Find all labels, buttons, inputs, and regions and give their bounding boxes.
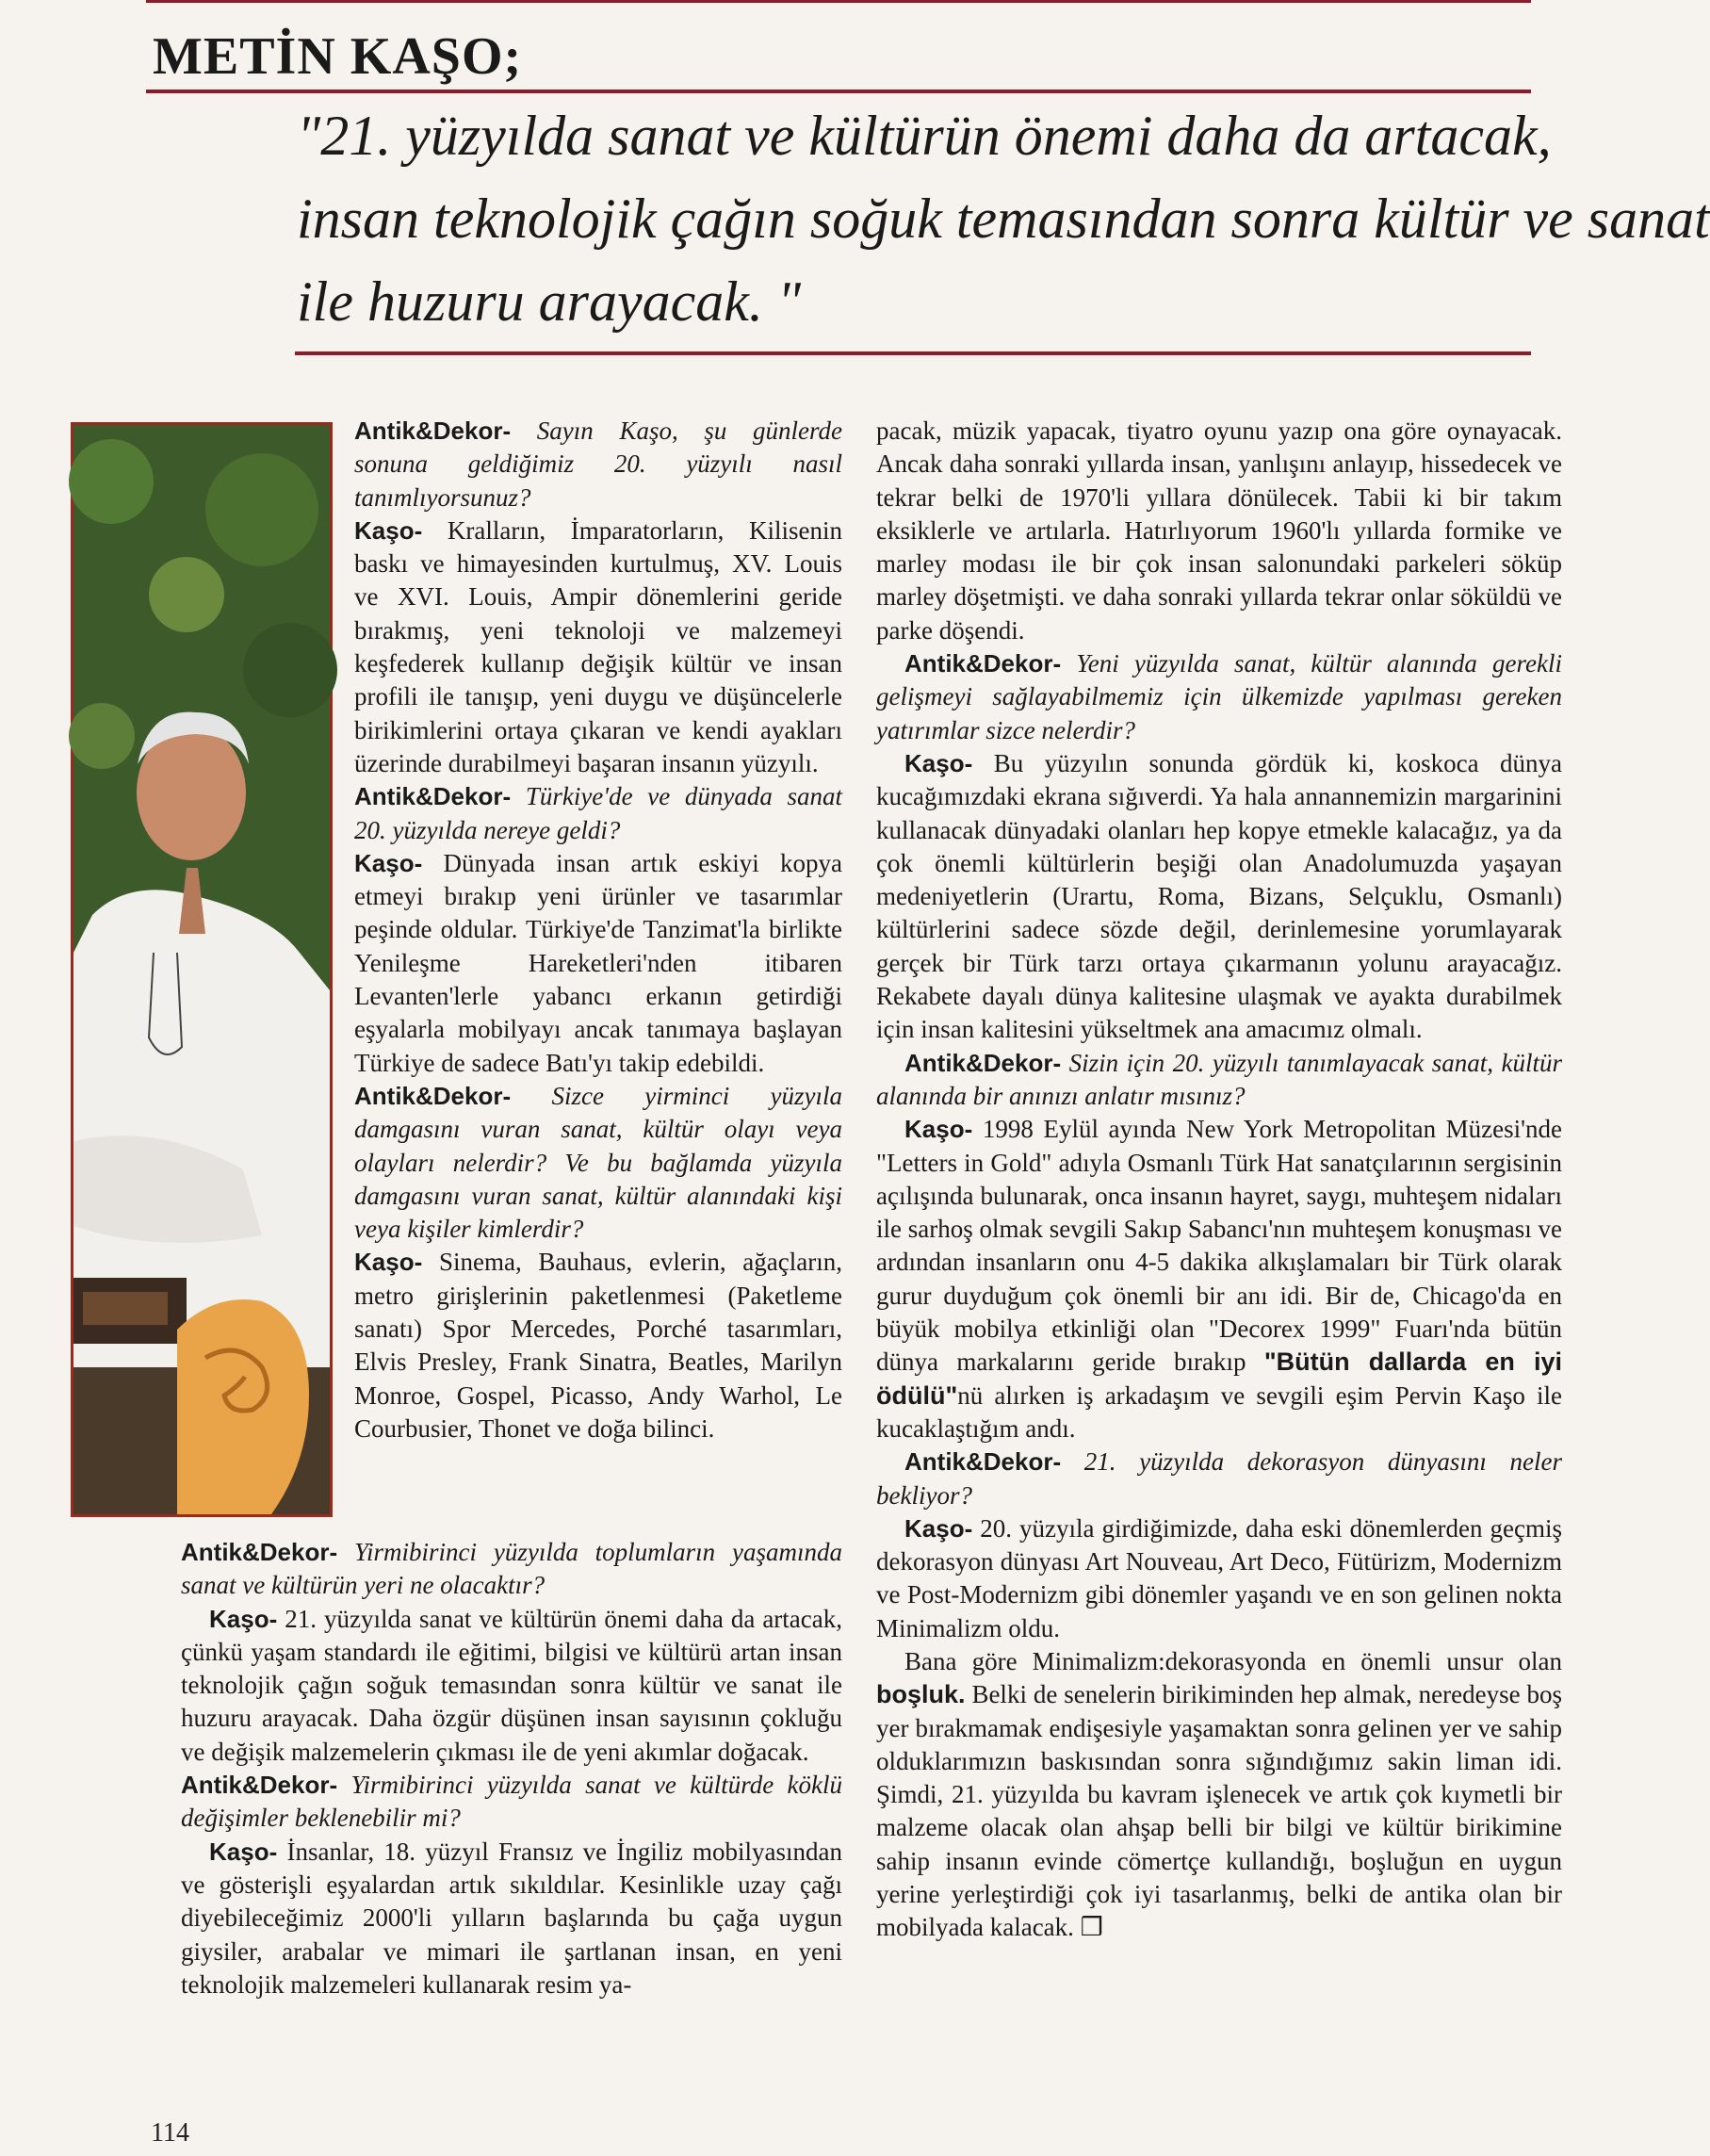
answer-text: 1998 Eylül ayında New York Metropolitan Müzesi'nde "Letters in Gold" adıyla Osmanlı Türk Hat sanatçılarının sergisinin açılışında bulunarak, onca insanın hayret, saygı, muhteşem nidaları ile sarhoş olmak sevgili Sakıp Sabancı'nın muhteşem konuşması ve ardından insanların onu 4-5 dakika alkışlamaları bir Türk olarak gurur duyduğum çok önemli bir anı idi. Bir de, Chicago'da en büyük mobilya etkinliği olan "Decorex 1999" Fuarı'nda bütün dünya markalarını geride bırakıp [876,1115,1562,1377]
question-text: Sayın Kaşo, şu günlerde sonuna geldiğimiz 20. yüzyılı nasıl tanımlıyorsunuz? [354,416,842,512]
answer [181,1836,842,2001]
question-text: Sizce yirminci yüzyıla damgasını vuran sanat, kültür olayı veya olayları nelerdir? Ve bu bağlamda yüzyıla damgasını vuran sanat, kültür alanındaki kişi veya kişiler kimlerdir? [354,1081,843,1244]
question-text: Sizin için 20. yüzyılı tanımlayacak sanat, kültür alanında bir anınızı anlatır mısınız? [876,1048,1563,1110]
portrait-photo [71,422,333,1517]
speaker-label: Kaşo- [354,1248,423,1277]
interviewer-label: Antik&Dekor- [904,1048,1062,1077]
speaker-label: Kaşo- [354,515,423,545]
question [876,1446,1562,1512]
speaker-label: Kaşo- [904,1513,973,1543]
answer-text: Dünyada insan artık eskiyi kopya etmeyi bırakıp yeni ürünler ve tasarımlar peşinde oldular. Türkiye'de Tanzimat'la birlikte Yenileşme Hareketleri'nden itibaren Levanten'lerle yabancı erkanın getirdiği eşyalarla mobilyayı ancak tanımaya başlayan Türkiye de sadece Batı'yı takip edebildi. [354,848,842,1077]
question [354,780,842,847]
speaker-label: Kaşo- [354,848,423,877]
answer-text: İnsanlar, 18. yüzyıl Fransız ve İngiliz mobilyasından ve gösterişli eşyalardan artık sıkıldılar. Kesinlikle uzay çağı diyebileceğimiz 2000'li yılların başlarında bu çağa uygun giysiler, arabalar ve mimari ile şartlanan insan, en yeni teknolojik malzemeleri kullanarak resim ya- [181,1837,843,1999]
question-text: Türkiye'de ve dünyada sanat 20. yüzyılda nereye geldi? [354,782,842,844]
award-name: "Bütün dallarda en iyi ödülü" [876,1348,1562,1410]
question [181,1769,842,1836]
question [354,1080,842,1246]
paragraph-text: Bana göre Minimalizm:dekorasyonda en önemli unsur olan [904,1646,1562,1675]
interviewer-label: Antik&Dekor- [181,1771,338,1800]
top-rule [146,0,1531,3]
answer-text: Sinema, Bauhaus, evlerin, ağaçların, metro girişlerinin paketlenmesi (Paketleme sanatı) Spor Mercedes, Porché tasarımları, Elvis Presley, Frank Sinatra, Beatles, Marilyn Monroe, Gospel, Picasso, Andy Warhol, Le Courbusier, Thonet ve doğa bilinci. [354,1248,842,1443]
pull-quote [297,94,1710,343]
answer [354,514,842,780]
answer-text: Kralların, İmparatorların, Kilisenin baskı ve himayesinden kurtulmuş, XV. Louis ve XVI. Louis, Ampir dönemlerini geride bırakmış, yeni teknoloji ve malzemeyi keşfederek kullanıp değişik kültür ve insan profili ile tanışıp, yeni duygu ve düşüncelerle birikimlerini ortaya çıkaran ve kendi ayakları üzerinde durabilmeyi başaran insanın yüzyılı. [354,515,842,777]
end-mark-icon: ❒ [1080,1913,1103,1942]
question [354,415,842,514]
interviewer-label: Antik&Dekor- [354,1081,512,1110]
interviewer-label: Antik&Dekor- [904,649,1062,678]
text-column-3 [876,415,1562,1945]
answer [354,1246,842,1446]
answer-text: nü alırken iş arkadaşım ve sevgili eşim Pervin Kaşo ile kucaklaştığım andı. [876,1380,1562,1443]
speaker-label: Kaşo- [904,1115,973,1144]
pull-quote-line: "21. yüzyılda sanat ve kültürün önemi daha da artacak, [297,105,1552,167]
speaker-label: Kaşo- [209,1837,278,1866]
interviewer-label: Antik&Dekor- [354,416,512,445]
interviewer-label: Antik&Dekor- [354,782,512,811]
pull-quote-line: insan teknolojik çağın soğuk temasından sonra kültür ve sanat [297,188,1710,250]
paragraph-text: Belki de senelerin birikiminden hep almak, neredeyse boş yer bırakmamak endişesiyle yaşamaktan sonra gelinen yer ve sahip olduklarımızın baskısından sonra sığındığımız sakin liman idi. Şimdi, 21. yüzyılda bu kavram işlenecek ve artık çok kıymetli bir malzeme olacak olan ahşap belli bir bilgi ve kültür birikimine sahip insanın evinde cömertçe kullandığı, boşluğun en uygun yerine yerleştirdiği çok iyi tasarlanmış, belki de antika olan bir mobilyada kalacak. [876,1680,1562,1942]
continued-text: pacak, müzik yapacak, tiyatro oyunu yazıp ona göre oynayacak. Ancak daha sonraki yıllarda insan, yanlışını anlayıp, hissedecek ve tekrar belki de 1970'li yıllara dönülecek. Tabii ki bir takım eksiklerle ve artılarla. Hatırlıyorum 1960'lı yıllarda formike ve marley modası ile bir çok insan salonundaki parkeleri söküp marley döşetmişti. ve daha sonraki yıllarda tekrar onlar söküldü ve parke döşendi. [876,416,1562,645]
text-column-1 [354,415,842,1446]
answer [876,747,1562,1047]
question [876,647,1562,747]
interviewer-label: Antik&Dekor- [181,1538,338,1566]
answer [354,847,842,1080]
question-text: Yirmibirinci yüzyılda sanat ve kültürde köklü değişimler beklenebilir mi? [181,1771,842,1833]
answer-text: 20. yüzyıla girdiğimizde, daha eski dönemlerden geçmiş dekorasyon dünyası Art Nouveau, Art Deco, Fütürizm, Modernizm ve Post-Modernizm gibi dönemler yaşandı ve en son gelinen nokta Minimalizm oldu. [876,1513,1563,1642]
answer [181,1603,842,1769]
speaker-label: Kaşo- [904,748,973,777]
answer [876,1512,1562,1645]
question [181,1536,842,1603]
answer [876,1113,1562,1446]
title-rule [146,90,1531,93]
article-title: METİN KAŞO; [153,27,523,86]
question-text: Yirmibirinci yüzyılda toplumların yaşamında sanat ve kültürün yeri ne olacaktır? [181,1538,843,1600]
page-number: 114 [151,2118,189,2148]
answer-text: Bu yüzyılın sonunda gördük ki, koskoca dünya kucağımızdaki ekrana sığıverdi. Ya hala annannemizin margarinini kullanacak dünyadaki olanları hep kopye etmekle kalacağız, ya da çok önemli kültürlerin beşiği olan Anadolumuzda yaşayan medeniyetlerin (Urartu, Roma, Bizans, Selçuklu, Osmanlı) kültürlerini sadece sözde değil, derinlemesine yorumlayarak gerçek bir Türk tarzı ortaya çıkarmanın yolunu arayacağız. Rekabete dayalı dünya kalitesine ulaşmak ve ayakta durabilmek için insan kalitesini yükseltmek ana amacımız olmalı. [876,748,1562,1044]
quote-rule [295,351,1531,355]
question [876,1047,1562,1114]
question-text: 21. yüzyılda dekorasyon dünyasını neler bekliyor? [876,1447,1562,1510]
emphasis-word: boşluk. [876,1680,966,1709]
answer-text: 21. yüzyılda sanat ve kültürün önemi daha da artacak, çünkü yaşam standardı ile eğitimi, bilgisi ve kültürü artan insan teknolojik çağın soğuk temasından sonra kültür ve sanat ile huzuru arayacak. Daha özgür düşünen insan sayısının çokluğu ve değişik malzemelerin çıkması ile de yeni akımlar doğacak. [181,1604,843,1766]
question-text: Yeni yüzyılda sanat, kültür alanında gerekli gelişmeyi sağlayabilmemiz için ülkemizde yapılması gereken yatırımlar sizce nelerdir? [876,649,1563,744]
speaker-label: Kaşo- [209,1604,278,1633]
interviewer-label: Antik&Dekor- [904,1447,1062,1477]
paragraph [876,1645,1562,1945]
pull-quote-line: ile huzuru arayacak. " [297,270,802,333]
text-column-2 [181,1536,842,2001]
